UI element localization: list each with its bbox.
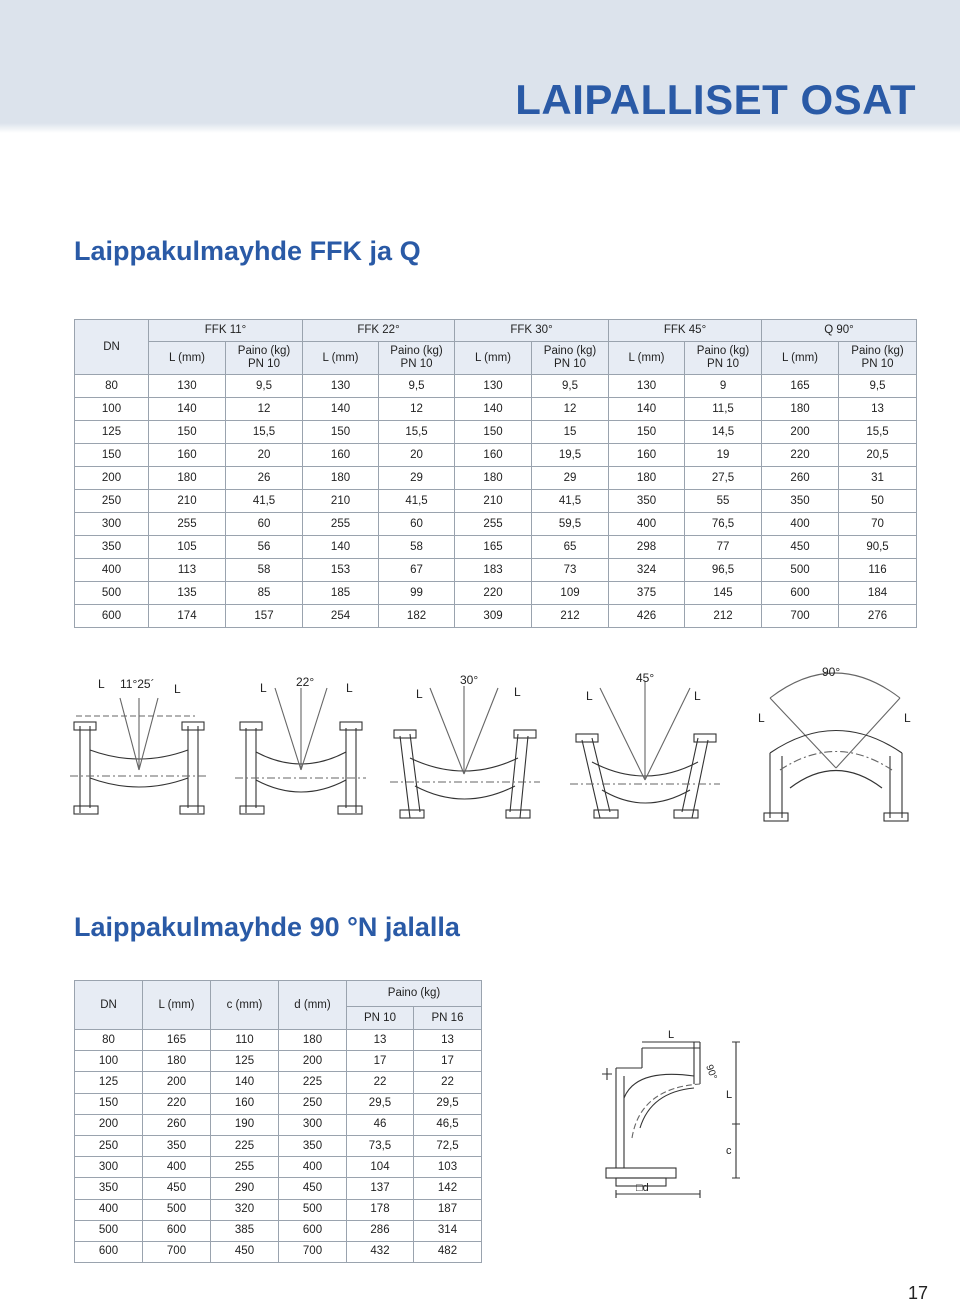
table-cell: 145 — [685, 582, 762, 605]
ffk11-l-right-label: L — [174, 682, 181, 696]
table-cell: 400 — [279, 1157, 347, 1178]
section-title-90n: Laippakulmayhde 90 °N jalalla — [74, 912, 460, 942]
table-cell: 426 — [609, 605, 685, 628]
table-cell: 150 — [149, 421, 226, 444]
table-cell: 140 — [609, 398, 685, 421]
table-cell: 140 — [303, 398, 379, 421]
dn-cell: 200 — [75, 467, 149, 490]
table-cell: 60 — [379, 513, 455, 536]
table-cell: 400 — [609, 513, 685, 536]
table-cell: 400 — [143, 1157, 211, 1178]
table-cell: 255 — [303, 513, 379, 536]
header-pn10-label: PN 10 — [554, 358, 586, 370]
table-cell: 160 — [303, 444, 379, 467]
table-row — [75, 1220, 482, 1241]
table-cell: 19 — [685, 444, 762, 467]
table-cell: 700 — [143, 1241, 211, 1262]
dn-cell: 350 — [75, 536, 149, 559]
table-cell: 185 — [303, 582, 379, 605]
table-cell: 400 — [762, 513, 839, 536]
table-cell: 178 — [347, 1199, 414, 1220]
table-cell: 29 — [379, 467, 455, 490]
header-pn10: PN 10 — [347, 1007, 414, 1030]
table-cell: 220 — [455, 582, 532, 605]
table-cell: 174 — [149, 605, 226, 628]
table-cell: 70 — [839, 513, 917, 536]
table-cell: 125 — [211, 1051, 279, 1072]
table-cell: 150 — [303, 421, 379, 444]
table-cell: 9,5 — [839, 375, 917, 398]
table-cell: 254 — [303, 605, 379, 628]
table-cell: 150 — [455, 421, 532, 444]
dn-cell: 80 — [75, 375, 149, 398]
table-cell: 29,5 — [414, 1093, 482, 1114]
table-row — [75, 444, 917, 467]
table-cell: 12 — [226, 398, 303, 421]
header-l-mm: L (mm) — [149, 342, 226, 375]
table-cell: 183 — [455, 559, 532, 582]
table-cell: 500 — [279, 1199, 347, 1220]
table-cell: 165 — [455, 536, 532, 559]
table-cell: 15,5 — [839, 421, 917, 444]
table-cell: 67 — [379, 559, 455, 582]
table-cell: 200 — [143, 1072, 211, 1093]
table-cell: 298 — [609, 536, 685, 559]
table-cell: 212 — [532, 605, 609, 628]
table-cell: 350 — [279, 1135, 347, 1156]
table-cell: 160 — [149, 444, 226, 467]
table-cell: 77 — [685, 536, 762, 559]
table-cell: 110 — [211, 1030, 279, 1051]
table-cell: 130 — [455, 375, 532, 398]
table-cell: 130 — [149, 375, 226, 398]
dn-cell: 400 — [75, 559, 149, 582]
ffk11-drawing — [70, 677, 208, 814]
n90-drawing — [596, 1028, 748, 1202]
table-cell: 350 — [143, 1135, 211, 1156]
table-cell: 165 — [762, 375, 839, 398]
table-cell: 22 — [414, 1072, 482, 1093]
table-row — [75, 375, 917, 398]
table-row — [75, 490, 917, 513]
table-cell: 140 — [303, 536, 379, 559]
table-cell: 350 — [762, 490, 839, 513]
table-cell: 46 — [347, 1114, 414, 1135]
table-cell: 13 — [414, 1030, 482, 1051]
ffk45-l-left-label: L — [586, 689, 593, 703]
table-cell: 210 — [149, 490, 226, 513]
table-cell: 9 — [685, 375, 762, 398]
ffk22-l-right-label: L — [346, 681, 353, 695]
table-cell: 450 — [279, 1178, 347, 1199]
table-cell: 160 — [609, 444, 685, 467]
header-pn10-label: PN 10 — [707, 358, 739, 370]
table-cell: 375 — [609, 582, 685, 605]
header-paino-pn10 — [226, 342, 303, 375]
n90-angle-label: 90° — [703, 1063, 719, 1082]
table-cell: 22 — [347, 1072, 414, 1093]
header-paino: Paino (kg) — [347, 981, 482, 1007]
table-cell: 11,5 — [685, 398, 762, 421]
table-cell: 12 — [532, 398, 609, 421]
table-cell: 15,5 — [379, 421, 455, 444]
table-cell: 56 — [226, 536, 303, 559]
table-cell: 600 — [279, 1220, 347, 1241]
table-row — [75, 467, 917, 490]
table-cell: 96,5 — [685, 559, 762, 582]
q90-l-left-label: L — [758, 711, 765, 725]
table-cell: 103 — [414, 1157, 482, 1178]
table-cell: 20 — [226, 444, 303, 467]
table-cell: 350 — [609, 490, 685, 513]
table-row — [75, 1157, 482, 1178]
ffk45-drawing — [570, 671, 720, 818]
table-cell: 41,5 — [379, 490, 455, 513]
dn-cell: 400 — [75, 1199, 143, 1220]
header-l-mm: L (mm) — [303, 342, 379, 375]
table-row — [75, 398, 917, 421]
header-paino-pn10 — [532, 342, 609, 375]
table-cell: 72,5 — [414, 1135, 482, 1156]
header-l-mm: L (mm) — [609, 342, 685, 375]
table-cell: 41,5 — [532, 490, 609, 513]
table-row — [75, 605, 917, 628]
table-row — [75, 1178, 482, 1199]
dn-cell: 100 — [75, 398, 149, 421]
table-row — [75, 1114, 482, 1135]
table-cell: 700 — [279, 1241, 347, 1262]
dn-cell: 200 — [75, 1114, 143, 1135]
table-cell: 180 — [455, 467, 532, 490]
q90-l-right-label: L — [904, 711, 911, 725]
header-dn: DN — [75, 981, 143, 1030]
header-paino-pn10 — [839, 342, 917, 375]
table-cell: 135 — [149, 582, 226, 605]
table-cell: 200 — [279, 1051, 347, 1072]
ffk30-l-left-label: L — [416, 687, 423, 701]
table-cell: 31 — [839, 467, 917, 490]
header-paino-label: Paino (kg) — [390, 345, 443, 357]
table-cell: 58 — [379, 536, 455, 559]
table-cell: 600 — [143, 1220, 211, 1241]
table-cell: 276 — [839, 605, 917, 628]
table-cell: 13 — [839, 398, 917, 421]
table-row — [75, 1072, 482, 1093]
header-group-ffk30: FFK 30° — [455, 320, 609, 342]
n90-d-label: □d — [636, 1182, 649, 1194]
n90-table — [74, 980, 482, 1263]
ffk22-angle-label: 22° — [296, 675, 315, 689]
table-cell: 15 — [532, 421, 609, 444]
header-l: L (mm) — [143, 981, 211, 1030]
table-cell: 116 — [839, 559, 917, 582]
fitting-drawings — [70, 658, 920, 838]
n90-l-top-label: L — [668, 1029, 675, 1041]
table-cell: 220 — [143, 1093, 211, 1114]
header-dn: DN — [75, 320, 149, 375]
table-row — [75, 1241, 482, 1262]
table-cell: 700 — [762, 605, 839, 628]
header-group-ffk22: FFK 22° — [303, 320, 455, 342]
table-cell: 180 — [303, 467, 379, 490]
table-cell: 17 — [347, 1051, 414, 1072]
table-cell: 105 — [149, 536, 226, 559]
ffk11-l-left-label: L — [98, 677, 105, 691]
table-cell: 180 — [279, 1030, 347, 1051]
table-cell: 140 — [149, 398, 226, 421]
table-cell: 60 — [226, 513, 303, 536]
table-cell: 137 — [347, 1178, 414, 1199]
table-cell: 500 — [143, 1199, 211, 1220]
table-cell: 9,5 — [226, 375, 303, 398]
n90-table-body — [75, 1030, 482, 1263]
table-cell: 13 — [347, 1030, 414, 1051]
header-group-ffk45: FFK 45° — [609, 320, 762, 342]
table-cell: 320 — [211, 1199, 279, 1220]
header-pn10-label: PN 10 — [400, 358, 433, 370]
ffk30-l-right-label: L — [514, 685, 521, 699]
table-cell: 324 — [609, 559, 685, 582]
table-cell: 255 — [211, 1157, 279, 1178]
table-cell: 140 — [455, 398, 532, 421]
dn-cell: 250 — [75, 490, 149, 513]
header-paino-pn10 — [685, 342, 762, 375]
table-row — [75, 421, 917, 444]
header-l-mm: L (mm) — [455, 342, 532, 375]
table-row — [75, 536, 917, 559]
dn-cell: 150 — [75, 1093, 143, 1114]
ffk45-l-right-label: L — [694, 689, 701, 703]
table-cell: 500 — [762, 559, 839, 582]
table-cell: 109 — [532, 582, 609, 605]
table-cell: 27,5 — [685, 467, 762, 490]
table-cell: 225 — [279, 1072, 347, 1093]
table-row — [75, 513, 917, 536]
header-paino-label: Paino (kg) — [851, 345, 904, 357]
table-cell: 450 — [762, 536, 839, 559]
table-cell: 9,5 — [379, 375, 455, 398]
dn-cell: 600 — [75, 605, 149, 628]
table-cell: 73 — [532, 559, 609, 582]
table-cell: 113 — [149, 559, 226, 582]
table-cell: 153 — [303, 559, 379, 582]
table-cell: 182 — [379, 605, 455, 628]
table-cell: 200 — [762, 421, 839, 444]
table-row — [75, 559, 917, 582]
table-cell: 46,5 — [414, 1114, 482, 1135]
table-cell: 160 — [211, 1093, 279, 1114]
table-cell: 290 — [211, 1178, 279, 1199]
table-cell: 187 — [414, 1199, 482, 1220]
dn-cell: 80 — [75, 1030, 143, 1051]
dn-cell: 150 — [75, 444, 149, 467]
table-cell: 255 — [455, 513, 532, 536]
table-cell: 104 — [347, 1157, 414, 1178]
table-cell: 180 — [762, 398, 839, 421]
dn-cell: 500 — [75, 1220, 143, 1241]
header-paino-label: Paino (kg) — [543, 345, 597, 357]
header-paino-label: Paino (kg) — [696, 345, 750, 357]
table-cell: 157 — [226, 605, 303, 628]
table-cell: 180 — [609, 467, 685, 490]
header-paino-pn10 — [379, 342, 455, 375]
page-number: 17 — [907, 1283, 928, 1303]
dn-cell: 300 — [75, 513, 149, 536]
ffk45-angle-label: 45° — [636, 671, 655, 685]
table-cell: 9,5 — [532, 375, 609, 398]
dn-cell: 350 — [75, 1178, 143, 1199]
table-row — [75, 1093, 482, 1114]
header-c: c (mm) — [211, 981, 279, 1030]
header-d: d (mm) — [279, 981, 347, 1030]
table-cell: 65 — [532, 536, 609, 559]
table-cell: 29 — [532, 467, 609, 490]
table-cell: 450 — [211, 1241, 279, 1262]
table-cell: 225 — [211, 1135, 279, 1156]
table-cell: 20,5 — [839, 444, 917, 467]
table-cell: 432 — [347, 1241, 414, 1262]
table-cell: 85 — [226, 582, 303, 605]
dn-cell: 500 — [75, 582, 149, 605]
table-cell: 19,5 — [532, 444, 609, 467]
ffk22-l-left-label: L — [260, 681, 267, 695]
table-cell: 58 — [226, 559, 303, 582]
n90-l-right-label: L — [726, 1089, 733, 1101]
table-cell: 482 — [414, 1241, 482, 1262]
table-cell: 14,5 — [685, 421, 762, 444]
table-cell: 130 — [303, 375, 379, 398]
dn-cell: 600 — [75, 1241, 143, 1262]
table-row — [75, 1030, 482, 1051]
table-cell: 41,5 — [226, 490, 303, 513]
table-cell: 29,5 — [347, 1093, 414, 1114]
ffk30-angle-label: 30° — [460, 673, 479, 687]
table-cell: 142 — [414, 1178, 482, 1199]
table-cell: 450 — [143, 1178, 211, 1199]
table-cell: 165 — [143, 1030, 211, 1051]
table-cell: 300 — [279, 1114, 347, 1135]
table-row — [75, 1199, 482, 1220]
table-cell: 59,5 — [532, 513, 609, 536]
header-paino-label: Paino (kg) — [237, 345, 291, 357]
section-title-ffk: Laippakulmayhde FFK ja Q — [74, 236, 421, 266]
dn-cell: 100 — [75, 1051, 143, 1072]
table-cell: 212 — [685, 605, 762, 628]
table-cell: 26 — [226, 467, 303, 490]
dn-cell: 300 — [75, 1157, 143, 1178]
table-cell: 180 — [143, 1051, 211, 1072]
table-cell: 220 — [762, 444, 839, 467]
header-pn16: PN 16 — [414, 1007, 482, 1030]
q90-angle-label: 90° — [822, 665, 841, 679]
dn-cell: 125 — [75, 421, 149, 444]
table-row — [75, 1051, 482, 1072]
header-l-mm: L (mm) — [762, 342, 839, 375]
ffk11-angle-label: 11°25´ — [120, 677, 155, 691]
table-cell: 20 — [379, 444, 455, 467]
table-cell: 180 — [149, 467, 226, 490]
page-title: LAIPALLISET OSAT — [515, 76, 916, 123]
table-cell: 12 — [379, 398, 455, 421]
table-cell: 55 — [685, 490, 762, 513]
table-cell: 190 — [211, 1114, 279, 1135]
table-cell: 286 — [347, 1220, 414, 1241]
table-row — [75, 1135, 482, 1156]
table-cell: 210 — [455, 490, 532, 513]
subheader-row — [75, 342, 917, 375]
n90-c-label: c — [726, 1145, 732, 1157]
table-cell: 150 — [609, 421, 685, 444]
table-cell: 90,5 — [839, 536, 917, 559]
table-cell: 130 — [609, 375, 685, 398]
q90-drawing — [758, 665, 911, 821]
table-cell: 140 — [211, 1072, 279, 1093]
header-pn10-label: PN 10 — [861, 358, 894, 370]
header-group-q90: Q 90° — [762, 320, 917, 342]
table-cell: 260 — [143, 1114, 211, 1135]
table-cell: 210 — [303, 490, 379, 513]
header-pn10-label: PN 10 — [248, 358, 280, 370]
ffk-q-table — [74, 319, 917, 628]
table-cell: 76,5 — [685, 513, 762, 536]
table-cell: 250 — [279, 1093, 347, 1114]
table-cell: 73,5 — [347, 1135, 414, 1156]
table-cell: 99 — [379, 582, 455, 605]
table-cell: 15,5 — [226, 421, 303, 444]
table-cell: 184 — [839, 582, 917, 605]
header-group-ffk11: FFK 11° — [149, 320, 303, 342]
table-cell: 260 — [762, 467, 839, 490]
ffk22-drawing — [235, 675, 366, 814]
table-cell: 309 — [455, 605, 532, 628]
table-cell: 385 — [211, 1220, 279, 1241]
dn-cell: 250 — [75, 1135, 143, 1156]
table-cell: 255 — [149, 513, 226, 536]
ffk30-drawing — [390, 673, 540, 818]
table-cell: 17 — [414, 1051, 482, 1072]
table-cell: 160 — [455, 444, 532, 467]
table-cell: 50 — [839, 490, 917, 513]
dn-cell: 125 — [75, 1072, 143, 1093]
table-cell: 600 — [762, 582, 839, 605]
table-cell: 314 — [414, 1220, 482, 1241]
table-row — [75, 582, 917, 605]
ffk-q-table-body — [75, 375, 917, 628]
